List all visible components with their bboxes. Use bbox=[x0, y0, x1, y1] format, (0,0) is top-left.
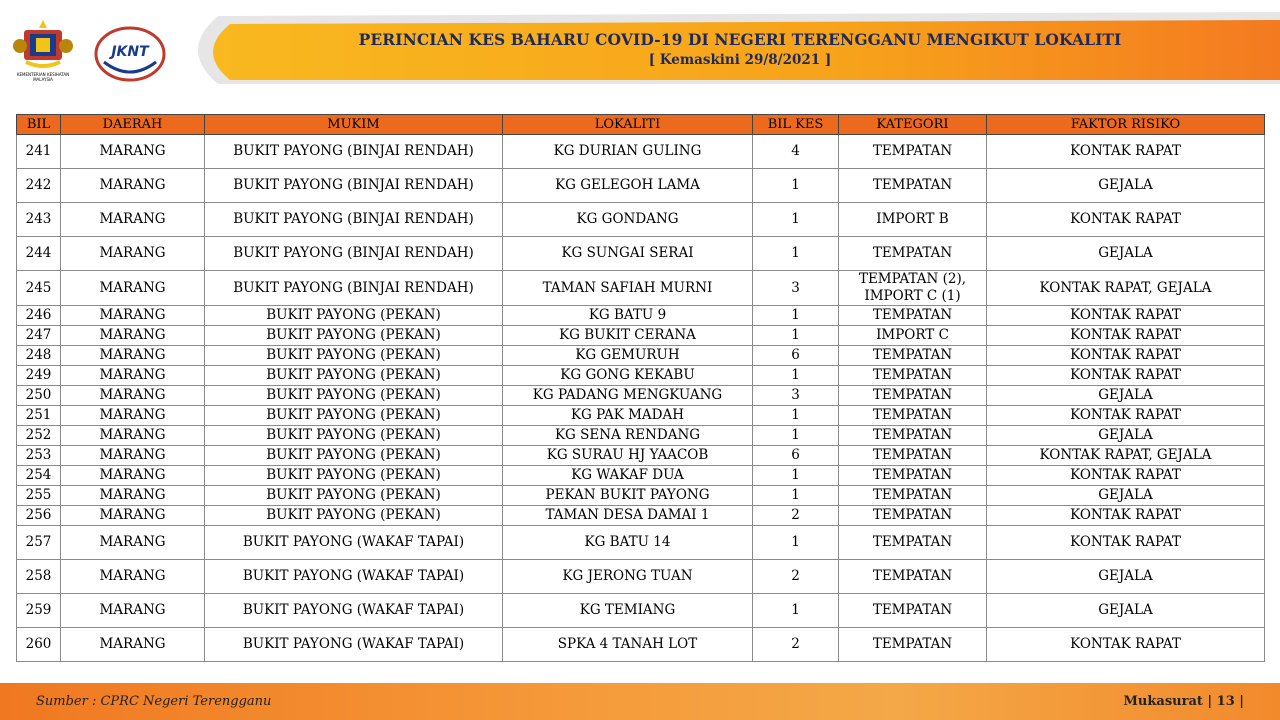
bil-kes-cell: 1 bbox=[753, 466, 839, 486]
bil-kes-cell: 1 bbox=[753, 203, 839, 237]
mukim-cell: BUKIT PAYONG (PEKAN) bbox=[205, 406, 503, 426]
page-title: PERINCIAN KES BAHARU COVID-19 DI NEGERI TERENGGANU MENGIKUT LOKALITI bbox=[358, 30, 1122, 49]
bil-kes-cell: 1 bbox=[753, 169, 839, 203]
lokaliti-cell: TAMAN DESA DAMAI 1 bbox=[503, 506, 753, 526]
lokaliti-cell: KG DURIAN GULING bbox=[503, 135, 753, 169]
bil-cell: 252 bbox=[17, 426, 61, 446]
faktor-risiko-cell: GEJALA bbox=[987, 237, 1265, 271]
kategori-cell: TEMPATAN bbox=[839, 506, 987, 526]
kategori-cell: TEMPATAN bbox=[839, 594, 987, 628]
kategori-cell: TEMPATAN bbox=[839, 560, 987, 594]
mukim-cell: BUKIT PAYONG (BINJAI RENDAH) bbox=[205, 203, 503, 237]
kategori-cell: TEMPATAN bbox=[839, 406, 987, 426]
mukim-cell: BUKIT PAYONG (WAKAF TAPAI) bbox=[205, 594, 503, 628]
bil-cell: 241 bbox=[17, 135, 61, 169]
daerah-cell: MARANG bbox=[61, 135, 205, 169]
bil-kes-cell: 3 bbox=[753, 271, 839, 306]
lokaliti-cell: PEKAN BUKIT PAYONG bbox=[503, 486, 753, 506]
table-row bbox=[17, 169, 1265, 203]
bil-kes-cell: 1 bbox=[753, 237, 839, 271]
mukim-cell: BUKIT PAYONG (PEKAN) bbox=[205, 346, 503, 366]
table-row bbox=[17, 628, 1265, 662]
table-header-row bbox=[17, 115, 1265, 135]
mukim-cell: BUKIT PAYONG (WAKAF TAPAI) bbox=[205, 560, 503, 594]
daerah-cell: MARANG bbox=[61, 506, 205, 526]
lokaliti-cell: KG WAKAF DUA bbox=[503, 466, 753, 486]
kategori-cell: IMPORT B bbox=[839, 203, 987, 237]
bil-cell: 243 bbox=[17, 203, 61, 237]
mukim-cell: BUKIT PAYONG (PEKAN) bbox=[205, 426, 503, 446]
bil-cell: 258 bbox=[17, 560, 61, 594]
col-daerah-header: DAERAH bbox=[61, 115, 205, 135]
daerah-cell: MARANG bbox=[61, 466, 205, 486]
kategori-cell: TEMPATAN bbox=[839, 346, 987, 366]
lokaliti-cell: KG JERONG TUAN bbox=[503, 560, 753, 594]
mukim-cell: BUKIT PAYONG (BINJAI RENDAH) bbox=[205, 169, 503, 203]
mukim-cell: BUKIT PAYONG (PEKAN) bbox=[205, 486, 503, 506]
daerah-cell: MARANG bbox=[61, 271, 205, 306]
page-number: Mukasurat | 13 | bbox=[1123, 694, 1244, 709]
kategori-cell: TEMPATAN bbox=[839, 446, 987, 466]
faktor-risiko-cell: KONTAK RAPAT bbox=[987, 628, 1265, 662]
kategori-cell: TEMPATAN bbox=[839, 366, 987, 386]
bil-cell: 248 bbox=[17, 346, 61, 366]
daerah-cell: MARANG bbox=[61, 326, 205, 346]
table-row bbox=[17, 486, 1265, 506]
bil-cell: 251 bbox=[17, 406, 61, 426]
lokaliti-cell: KG GONG KEKABU bbox=[503, 366, 753, 386]
faktor-risiko-cell: KONTAK RAPAT bbox=[987, 366, 1265, 386]
col-mukim-header: MUKIM bbox=[205, 115, 503, 135]
mukim-cell: BUKIT PAYONG (PEKAN) bbox=[205, 366, 503, 386]
bil-kes-cell: 1 bbox=[753, 326, 839, 346]
kategori-cell: TEMPATAN bbox=[839, 526, 987, 560]
faktor-risiko-cell: KONTAK RAPAT bbox=[987, 466, 1265, 486]
table-body bbox=[17, 135, 1265, 662]
kategori-cell: TEMPATAN bbox=[839, 386, 987, 406]
bil-cell: 250 bbox=[17, 386, 61, 406]
daerah-cell: MARANG bbox=[61, 306, 205, 326]
kategori-cell: TEMPATAN bbox=[839, 306, 987, 326]
table-row bbox=[17, 466, 1265, 486]
bil-cell: 242 bbox=[17, 169, 61, 203]
lokaliti-cell: KG BATU 14 bbox=[503, 526, 753, 560]
col-lokaliti-header: LOKALITI bbox=[503, 115, 753, 135]
moh-caption: KEMENTERIAN KESIHATAN MALAYSIA bbox=[16, 72, 70, 82]
cases-table-container bbox=[16, 114, 1264, 662]
faktor-risiko-cell: KONTAK RAPAT bbox=[987, 135, 1265, 169]
lokaliti-cell: KG PADANG MENGKUANG bbox=[503, 386, 753, 406]
col-bil-header: BIL bbox=[17, 115, 61, 135]
lokaliti-cell: TAMAN SAFIAH MURNI bbox=[503, 271, 753, 306]
table-row bbox=[17, 506, 1265, 526]
bil-cell: 247 bbox=[17, 326, 61, 346]
col-kategori-header: KATEGORI bbox=[839, 115, 987, 135]
table-row bbox=[17, 594, 1265, 628]
lokaliti-cell: SPKA 4 TANAH LOT bbox=[503, 628, 753, 662]
lokaliti-cell: KG PAK MADAH bbox=[503, 406, 753, 426]
lokaliti-cell: KG GELEGOH LAMA bbox=[503, 169, 753, 203]
lokaliti-cell: KG SENA RENDANG bbox=[503, 426, 753, 446]
bil-kes-cell: 2 bbox=[753, 560, 839, 594]
table-row bbox=[17, 237, 1265, 271]
daerah-cell: MARANG bbox=[61, 594, 205, 628]
kategori-cell: TEMPATAN bbox=[839, 237, 987, 271]
table-row bbox=[17, 386, 1265, 406]
mukim-cell: BUKIT PAYONG (PEKAN) bbox=[205, 306, 503, 326]
kategori-cell: TEMPATAN bbox=[839, 426, 987, 446]
col-faktor-risiko-header: FAKTOR RISIKO bbox=[987, 115, 1265, 135]
bil-kes-cell: 2 bbox=[753, 506, 839, 526]
table-row bbox=[17, 426, 1265, 446]
mukim-cell: BUKIT PAYONG (BINJAI RENDAH) bbox=[205, 135, 503, 169]
table-row bbox=[17, 366, 1265, 386]
logo-group bbox=[12, 18, 172, 88]
bil-kes-cell: 1 bbox=[753, 406, 839, 426]
mukim-cell: BUKIT PAYONG (PEKAN) bbox=[205, 446, 503, 466]
faktor-risiko-cell: GEJALA bbox=[987, 169, 1265, 203]
mukim-cell: BUKIT PAYONG (WAKAF TAPAI) bbox=[205, 526, 503, 560]
lokaliti-cell: KG SURAU HJ YAACOB bbox=[503, 446, 753, 466]
daerah-cell: MARANG bbox=[61, 237, 205, 271]
mukim-cell: BUKIT PAYONG (PEKAN) bbox=[205, 506, 503, 526]
table-row bbox=[17, 135, 1265, 169]
daerah-cell: MARANG bbox=[61, 366, 205, 386]
daerah-cell: MARANG bbox=[61, 203, 205, 237]
kategori-cell: TEMPATAN bbox=[839, 486, 987, 506]
bil-kes-cell: 6 bbox=[753, 346, 839, 366]
kategori-cell: TEMPATAN bbox=[839, 169, 987, 203]
bil-cell: 257 bbox=[17, 526, 61, 560]
jknt-logo-text: JKNT bbox=[111, 44, 149, 60]
bil-cell: 245 bbox=[17, 271, 61, 306]
mukim-cell: BUKIT PAYONG (PEKAN) bbox=[205, 326, 503, 346]
kategori-cell: TEMPATAN (2), IMPORT C (1) bbox=[839, 271, 987, 306]
update-date: [ Kemaskini 29/8/2021 ] bbox=[648, 52, 832, 68]
col-bil-kes-header: BIL KES bbox=[753, 115, 839, 135]
bil-cell: 259 bbox=[17, 594, 61, 628]
daerah-cell: MARANG bbox=[61, 628, 205, 662]
bil-cell: 256 bbox=[17, 506, 61, 526]
daerah-cell: MARANG bbox=[61, 560, 205, 594]
lokaliti-cell: KG GONDANG bbox=[503, 203, 753, 237]
faktor-risiko-cell: GEJALA bbox=[987, 486, 1265, 506]
bil-kes-cell: 1 bbox=[753, 486, 839, 506]
mukim-cell: BUKIT PAYONG (BINJAI RENDAH) bbox=[205, 271, 503, 306]
table-row bbox=[17, 306, 1265, 326]
table-row bbox=[17, 271, 1265, 306]
lokaliti-cell: KG BATU 9 bbox=[503, 306, 753, 326]
faktor-risiko-cell: KONTAK RAPAT bbox=[987, 526, 1265, 560]
faktor-risiko-cell: GEJALA bbox=[987, 426, 1265, 446]
table-row bbox=[17, 203, 1265, 237]
bil-cell: 244 bbox=[17, 237, 61, 271]
table-row bbox=[17, 346, 1265, 366]
faktor-risiko-cell: GEJALA bbox=[987, 386, 1265, 406]
daerah-cell: MARANG bbox=[61, 386, 205, 406]
bil-cell: 253 bbox=[17, 446, 61, 466]
faktor-risiko-cell: KONTAK RAPAT bbox=[987, 346, 1265, 366]
page-footer bbox=[0, 683, 1280, 720]
kategori-cell: TEMPATAN bbox=[839, 135, 987, 169]
table-row bbox=[17, 326, 1265, 346]
bil-cell: 255 bbox=[17, 486, 61, 506]
kategori-cell: TEMPATAN bbox=[839, 466, 987, 486]
faktor-risiko-cell: KONTAK RAPAT bbox=[987, 203, 1265, 237]
lokaliti-cell: KG SUNGAI SERAI bbox=[503, 237, 753, 271]
faktor-risiko-cell: KONTAK RAPAT, GEJALA bbox=[987, 271, 1265, 306]
mukim-cell: BUKIT PAYONG (WAKAF TAPAI) bbox=[205, 628, 503, 662]
daerah-cell: MARANG bbox=[61, 486, 205, 506]
bil-kes-cell: 6 bbox=[753, 446, 839, 466]
kategori-cell: TEMPATAN bbox=[839, 628, 987, 662]
table-row bbox=[17, 560, 1265, 594]
bil-kes-cell: 1 bbox=[753, 426, 839, 446]
daerah-cell: MARANG bbox=[61, 446, 205, 466]
lokaliti-cell: KG BUKIT CERANA bbox=[503, 326, 753, 346]
lokaliti-cell: KG GEMURUH bbox=[503, 346, 753, 366]
bil-cell: 254 bbox=[17, 466, 61, 486]
daerah-cell: MARANG bbox=[61, 526, 205, 560]
bil-kes-cell: 4 bbox=[753, 135, 839, 169]
daerah-cell: MARANG bbox=[61, 169, 205, 203]
daerah-cell: MARANG bbox=[61, 346, 205, 366]
bil-cell: 249 bbox=[17, 366, 61, 386]
cases-table bbox=[16, 114, 1265, 662]
faktor-risiko-cell: KONTAK RAPAT bbox=[987, 306, 1265, 326]
bil-kes-cell: 2 bbox=[753, 628, 839, 662]
faktor-risiko-cell: KONTAK RAPAT, GEJALA bbox=[987, 446, 1265, 466]
faktor-risiko-cell: GEJALA bbox=[987, 594, 1265, 628]
source-note: Sumber : CPRC Negeri Terengganu bbox=[36, 694, 272, 709]
faktor-risiko-cell: KONTAK RAPAT bbox=[987, 326, 1265, 346]
bil-kes-cell: 1 bbox=[753, 526, 839, 560]
mukim-cell: BUKIT PAYONG (PEKAN) bbox=[205, 386, 503, 406]
lokaliti-cell: KG TEMIANG bbox=[503, 594, 753, 628]
kategori-cell: IMPORT C bbox=[839, 326, 987, 346]
title-block bbox=[210, 30, 1270, 68]
daerah-cell: MARANG bbox=[61, 426, 205, 446]
daerah-cell: MARANG bbox=[61, 406, 205, 426]
page-header bbox=[0, 0, 1280, 100]
faktor-risiko-cell: GEJALA bbox=[987, 560, 1265, 594]
bil-cell: 246 bbox=[17, 306, 61, 326]
mukim-cell: BUKIT PAYONG (BINJAI RENDAH) bbox=[205, 237, 503, 271]
table-row bbox=[17, 446, 1265, 466]
bil-kes-cell: 3 bbox=[753, 386, 839, 406]
bil-cell: 260 bbox=[17, 628, 61, 662]
bil-kes-cell: 1 bbox=[753, 366, 839, 386]
table-row bbox=[17, 526, 1265, 560]
faktor-risiko-cell: KONTAK RAPAT bbox=[987, 506, 1265, 526]
jknt-logo-icon bbox=[92, 24, 168, 84]
bil-kes-cell: 1 bbox=[753, 594, 839, 628]
bil-kes-cell: 1 bbox=[753, 306, 839, 326]
table-row bbox=[17, 406, 1265, 426]
faktor-risiko-cell: KONTAK RAPAT bbox=[987, 406, 1265, 426]
mukim-cell: BUKIT PAYONG (PEKAN) bbox=[205, 466, 503, 486]
